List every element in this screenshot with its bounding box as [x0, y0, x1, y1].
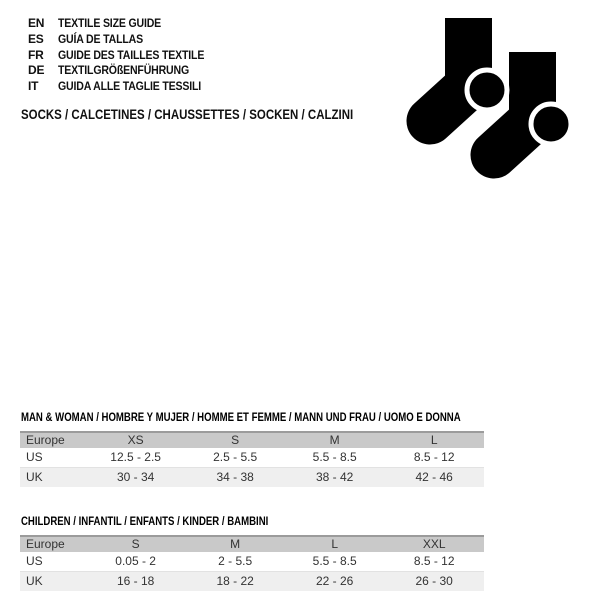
table-row-us: [20, 448, 484, 467]
size-cell: 16 - 18: [116, 574, 155, 588]
language-code: DE: [28, 63, 45, 78]
size-table-block-children: [20, 513, 484, 591]
socks-icon: [400, 12, 575, 182]
language-row-en: [28, 16, 224, 32]
size-cell: 2 - 5.5: [218, 554, 253, 568]
size-cell: 30 - 34: [116, 470, 155, 484]
language-row-es: [28, 32, 224, 48]
language-label: GUÍA DE TALLAS: [58, 31, 143, 46]
size-cell: 26 - 30: [415, 574, 453, 588]
row-label: US: [26, 554, 43, 568]
table-title-adult: [21, 409, 484, 425]
column-header-m: M: [230, 537, 241, 551]
row-label: UK: [26, 470, 43, 484]
table-title-text: MAN & WOMAN / HOMBRE Y MUJER / HOMME ET FEMME / MANN UND FRAU / UOMO E DONNA: [21, 410, 461, 424]
language-code: EN: [28, 16, 45, 30]
size-table-children: [20, 535, 484, 591]
column-header-europe: Europe: [26, 537, 65, 551]
column-header-europe: Europe: [26, 433, 65, 447]
column-header-xxl: XXL: [422, 537, 446, 551]
language-code: FR: [28, 47, 44, 62]
heel-ring-back: [531, 104, 571, 144]
table-title-text: CHILDREN / INFANTIL / ENFANTS / KINDER / BAMBINI: [21, 514, 269, 528]
size-cell: 0.05 - 2: [115, 554, 156, 568]
heel-ring-front: [467, 70, 507, 110]
language-label: GUIDE DES TAILLES TEXTILE: [58, 47, 205, 62]
size-table-block-adult: [20, 409, 484, 487]
column-header-l: L: [331, 537, 338, 551]
sock-back: [494, 52, 571, 155]
language-label: TEXTILGRÖßENFÜHRUNG: [58, 63, 190, 78]
size-cell: 34 - 38: [216, 470, 254, 484]
column-header-s: S: [131, 537, 140, 551]
size-cell: 8.5 - 12: [413, 554, 455, 568]
table-row-uk: [20, 571, 484, 591]
size-cell: 38 - 42: [315, 470, 354, 484]
category-title-text: SOCKS / CALCETINES / CHAUSSETTES / SOCKEN / CALZINI: [21, 107, 354, 122]
size-cell: 2.5 - 5.5: [213, 450, 258, 464]
table-header-row: [20, 535, 484, 552]
size-cell: 42 - 46: [415, 470, 453, 484]
table-header-row: [20, 431, 484, 448]
column-header-s: S: [231, 433, 240, 447]
size-cell: 12.5 - 2.5: [110, 450, 161, 464]
language-code: ES: [28, 31, 44, 46]
table-title-children: [21, 513, 484, 529]
size-cell: 5.5 - 8.5: [312, 554, 357, 568]
language-row-it: [28, 79, 224, 95]
size-table-adult: [20, 431, 484, 487]
category-title: [21, 106, 412, 124]
size-cell: 18 - 22: [216, 574, 254, 588]
column-header-m: M: [329, 433, 340, 447]
column-header-xs: XS: [127, 433, 144, 447]
size-cell: 5.5 - 8.5: [312, 450, 357, 464]
language-row-de: [28, 63, 224, 79]
language-list: [28, 16, 224, 95]
row-label: UK: [26, 574, 43, 588]
language-row-fr: [28, 48, 224, 64]
language-label: TEXTILE SIZE GUIDE: [58, 16, 162, 30]
language-code: IT: [28, 79, 39, 94]
column-header-l: L: [430, 433, 438, 447]
language-label: GUIDA ALLE TAGLIE TESSILI: [58, 79, 202, 94]
table-row-us: [20, 552, 484, 571]
row-label: US: [26, 450, 43, 464]
table-row-uk: [20, 467, 484, 487]
size-cell: 8.5 - 12: [413, 450, 455, 464]
size-cell: 22 - 26: [315, 574, 354, 588]
